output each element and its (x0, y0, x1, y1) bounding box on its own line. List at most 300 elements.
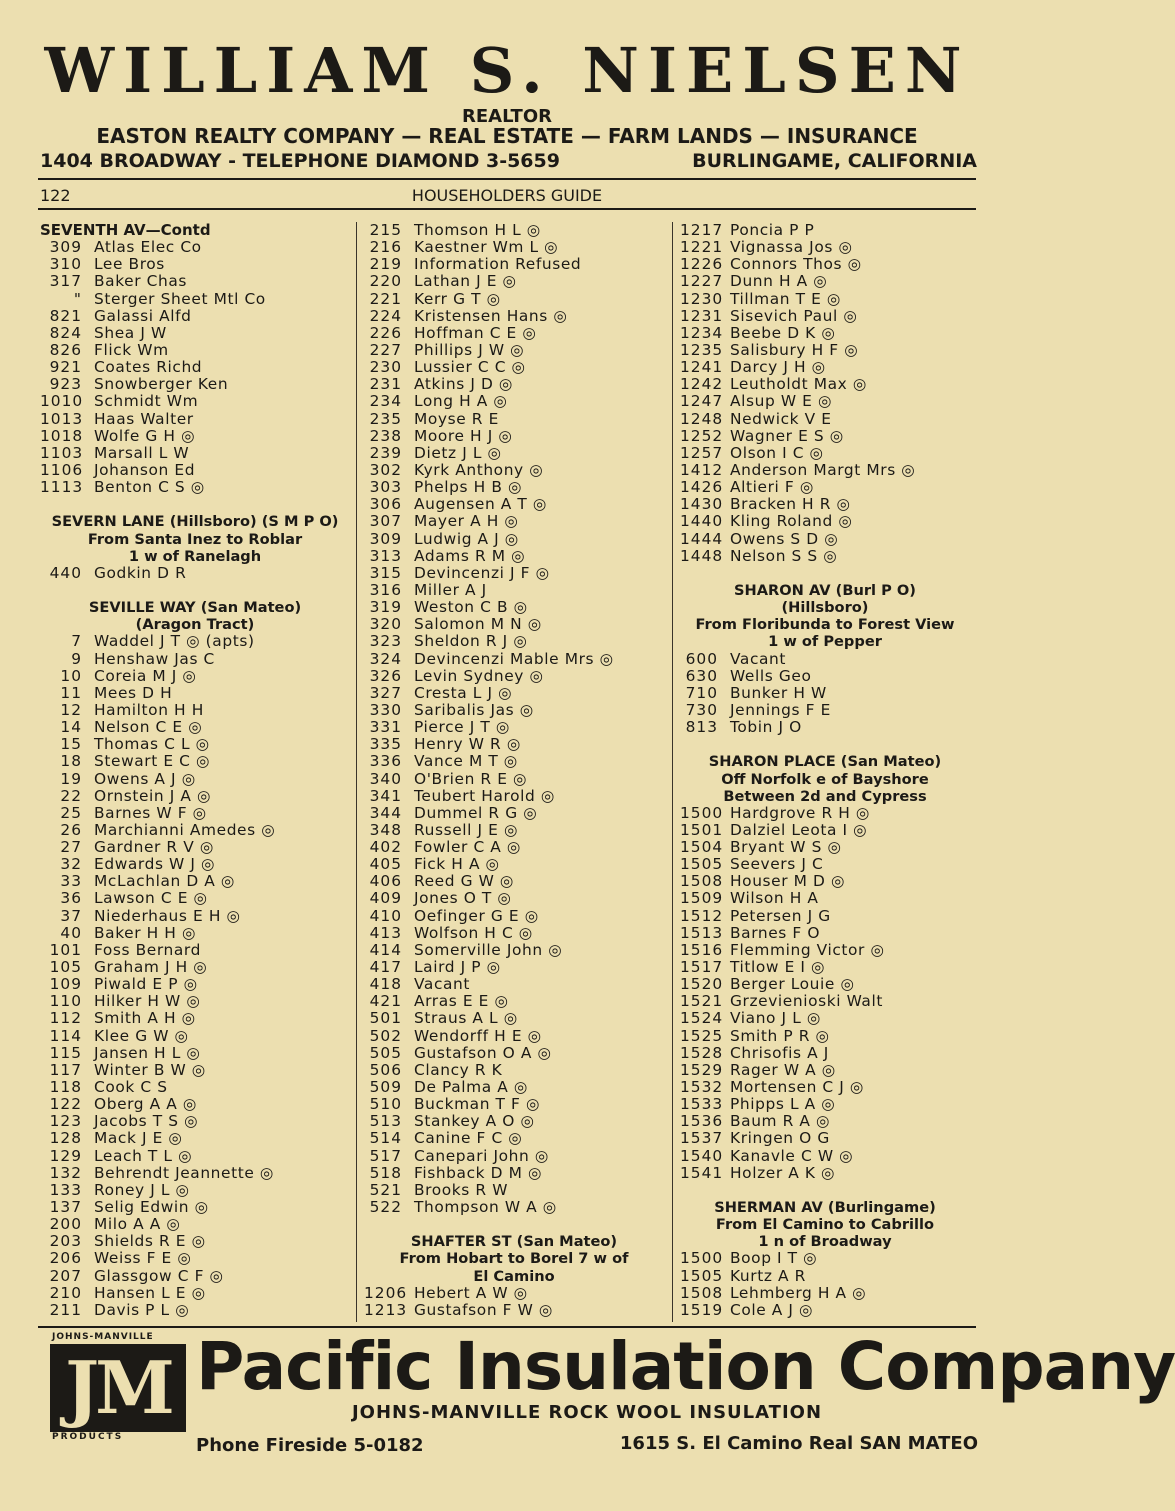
directory-entry (364, 1302, 664, 1319)
directory-entry (364, 325, 664, 342)
resident-name: Selig Edwin ◎ (94, 1198, 209, 1217)
house-number: 132 (49, 1163, 82, 1182)
directory-entry (364, 308, 664, 325)
resident-name: Snowberger Ken (94, 375, 229, 394)
house-number: 239 (369, 443, 402, 462)
house-number: 1448 (680, 546, 724, 565)
resident-name: Wells Geo (730, 666, 812, 685)
resident-name: Schmidt Wm (94, 392, 199, 411)
house-number: 1221 (680, 238, 724, 257)
resident-name: Barnes F O (730, 923, 821, 942)
resident-name: Pierce J T ◎ (414, 718, 510, 737)
resident-name: Reed G W ◎ (414, 872, 514, 891)
street-heading: El Camino (473, 1267, 555, 1285)
house-number: 1444 (680, 529, 724, 548)
house-number: 826 (49, 340, 82, 359)
house-number: 326 (369, 666, 402, 685)
directory-entry (364, 719, 664, 736)
resident-name: Flick Wm (94, 340, 169, 359)
directory-entry (364, 1165, 664, 1182)
directory-entry (364, 873, 664, 890)
resident-name: Weiss F E ◎ (94, 1249, 192, 1268)
resident-name: Hardgrove R H ◎ (730, 803, 870, 822)
directory-entry (364, 393, 664, 410)
directory-entry (40, 393, 350, 410)
street-heading: SEVILLE WAY (San Mateo) (88, 599, 302, 617)
directory-entry (364, 1028, 664, 1045)
resident-name: Jones O T ◎ (414, 889, 512, 908)
house-number: 1524 (680, 1009, 724, 1028)
house-number: 522 (369, 1198, 402, 1217)
resident-name: Henshaw Jas C (94, 649, 215, 668)
resident-name: Fishback D M ◎ (414, 1163, 542, 1182)
resident-name: Olson I C ◎ (730, 443, 824, 462)
directory-entry (364, 1199, 664, 1216)
directory-entry (364, 531, 664, 548)
house-number: 630 (685, 666, 718, 685)
jm-products: PRODUCTS (52, 1432, 124, 1442)
resident-name: Baum R A ◎ (730, 1112, 831, 1131)
house-number: 128 (49, 1129, 82, 1148)
resident-name: Rager W A ◎ (730, 1060, 836, 1079)
resident-name: Foss Bernard (94, 940, 201, 959)
directory-entry (680, 1165, 970, 1182)
resident-name: Fick H A ◎ (414, 855, 500, 874)
house-number: 216 (369, 238, 402, 257)
house-number: 1533 (680, 1095, 724, 1114)
directory-entry (364, 565, 664, 582)
house-number: 26 (60, 820, 82, 839)
house-number: 27 (60, 838, 82, 857)
house-number: 1504 (680, 838, 724, 857)
resident-name: Seevers J C (730, 855, 824, 874)
resident-name: Adams R M ◎ (414, 546, 526, 565)
directory-entry (680, 668, 970, 685)
directory-entry (40, 1285, 350, 1302)
house-number: 220 (369, 272, 402, 291)
header-address: 1404 BROADWAY - TELEPHONE DIAMOND 3-5659 (40, 150, 560, 172)
house-number: 112 (49, 1009, 82, 1028)
directory-entry (40, 1182, 350, 1199)
directory-entry (364, 479, 664, 496)
resident-name: Smith P R ◎ (730, 1026, 830, 1045)
house-number: 813 (685, 718, 718, 737)
directory-entry (364, 616, 664, 633)
resident-name: Altieri F ◎ (730, 478, 814, 497)
resident-name: Cresta L J ◎ (414, 683, 513, 702)
street-heading: SHARON AV (Burl P O) (734, 581, 916, 599)
resident-name: Gustafson O A ◎ (414, 1043, 552, 1062)
directory-entry (364, 359, 664, 376)
house-number: 421 (369, 992, 402, 1011)
house-number: 418 (369, 975, 402, 994)
section-gap (364, 1216, 664, 1233)
resident-name: Devincenzi Mable Mrs ◎ (414, 649, 614, 668)
house-number: 315 (369, 563, 402, 582)
house-number: 309 (49, 238, 82, 257)
house-number: 231 (369, 375, 402, 394)
resident-name: Kaestner Wm L ◎ (414, 238, 559, 257)
resident-name: Galassi Alfd (94, 306, 192, 325)
directory-entry (680, 1113, 970, 1130)
house-number: 1517 (680, 958, 724, 977)
resident-name: Kerr G T ◎ (414, 289, 501, 308)
directory-entry (40, 976, 350, 993)
directory-entry (364, 1096, 664, 1113)
house-number: 502 (369, 1026, 402, 1045)
resident-name: Cook C S (94, 1078, 168, 1097)
house-number: 409 (369, 889, 402, 908)
house-number: 414 (369, 940, 402, 959)
house-number: 517 (369, 1146, 402, 1165)
house-number: " (73, 289, 82, 308)
resident-name: Phipps L A ◎ (730, 1095, 836, 1114)
directory-entry (364, 376, 664, 393)
jm-caption: JOHNS-MANVILLE (52, 1332, 154, 1342)
directory-entry (40, 325, 350, 342)
resident-name: Winter B W ◎ (94, 1060, 206, 1079)
resident-name: Salisbury H F ◎ (730, 340, 859, 359)
directory-entry (364, 856, 664, 873)
resident-name: Petersen J G (730, 906, 831, 925)
directory-entry (680, 273, 970, 290)
house-number: 323 (369, 632, 402, 651)
house-number: 227 (369, 340, 402, 359)
resident-name: Gustafson F W ◎ (414, 1300, 553, 1319)
resident-name: Cole A J ◎ (730, 1300, 814, 1319)
resident-name: Clancy R K (414, 1060, 503, 1079)
resident-name: Kling Roland ◎ (730, 512, 853, 531)
directory-entry (364, 548, 664, 565)
house-number: 336 (369, 752, 402, 771)
section-gap (680, 736, 970, 753)
house-number: 1536 (680, 1112, 724, 1131)
page-number: 122 (40, 186, 71, 205)
house-number: 1106 (40, 460, 84, 479)
resident-name: Leach T L ◎ (94, 1146, 193, 1165)
house-number: 406 (369, 872, 402, 891)
resident-name: Straus A L ◎ (414, 1009, 518, 1028)
resident-name: Milo A A ◎ (94, 1215, 181, 1234)
resident-name: Waddel J T ◎ (apts) (94, 632, 255, 651)
directory-entry (680, 291, 970, 308)
directory-entry (40, 908, 350, 925)
directory-entry (680, 1148, 970, 1165)
house-number: 1508 (680, 872, 724, 891)
house-number: 307 (369, 512, 402, 531)
directory-entry (40, 719, 350, 736)
resident-name: Moyse R E (414, 409, 499, 428)
house-number: 513 (369, 1112, 402, 1131)
house-number: 1501 (680, 820, 724, 839)
directory-entry (40, 479, 350, 496)
directory-column-3 (680, 222, 970, 1319)
house-number: 40 (60, 923, 82, 942)
house-number: 36 (60, 889, 82, 908)
directory-entry (364, 771, 664, 788)
house-number: 133 (49, 1180, 82, 1199)
house-number: 11 (60, 683, 82, 702)
directory-entry (364, 1182, 664, 1199)
street-heading: (Aragon Tract) (135, 616, 255, 634)
resident-name: Vacant (414, 975, 471, 994)
directory-entry (364, 222, 664, 239)
directory-entry (40, 1165, 350, 1182)
resident-name: Titlow E I ◎ (730, 958, 826, 977)
house-number: 1520 (680, 975, 724, 994)
house-number: 1512 (680, 906, 724, 925)
house-number: 10 (60, 666, 82, 685)
section-gap (680, 565, 970, 582)
resident-name: Phillips J W ◎ (414, 340, 525, 359)
house-number: 340 (369, 769, 402, 788)
directory-entry (40, 1250, 350, 1267)
realtor-label: REALTOR (461, 106, 553, 127)
resident-name: Hoffman C E ◎ (414, 323, 537, 342)
street-heading: From Floribunda to Forest View (695, 616, 955, 634)
resident-name: Beebe D K ◎ (730, 323, 836, 342)
house-number: 1505 (680, 855, 724, 874)
resident-name: Kurtz A R (730, 1266, 806, 1285)
house-number: 824 (49, 323, 82, 342)
resident-name: Coreia M J ◎ (94, 666, 197, 685)
resident-name: Klee G W ◎ (94, 1026, 189, 1045)
house-number: 506 (369, 1060, 402, 1079)
resident-name: Kristensen Hans ◎ (414, 306, 568, 325)
directory-entry (680, 411, 970, 428)
resident-name: Nelson S S ◎ (730, 546, 838, 565)
section-gap (40, 582, 350, 599)
resident-name: Smith A H ◎ (94, 1009, 196, 1028)
directory-entry (364, 273, 664, 290)
directory-entry (40, 1216, 350, 1233)
resident-name: Baker Chas (94, 272, 187, 291)
street-heading: 1 w of Pepper (768, 633, 882, 651)
house-number: 1532 (680, 1078, 724, 1097)
resident-name: Sheldon R J ◎ (414, 632, 528, 651)
directory-entry (40, 1148, 350, 1165)
resident-name: Phelps H B ◎ (414, 478, 523, 497)
directory-entry (680, 393, 970, 410)
directory-entry (364, 651, 664, 668)
directory-entry (680, 651, 970, 668)
house-number: 211 (49, 1300, 82, 1319)
directory-entry (40, 411, 350, 428)
directory-entry (680, 856, 970, 873)
advertiser-address: 1615 S. El Camino Real SAN MATEO (619, 1433, 978, 1454)
guide-title: HOUSEHOLDERS GUIDE (411, 186, 603, 205)
directory-entry (40, 273, 350, 290)
house-number: 203 (49, 1232, 82, 1251)
directory-entry (680, 496, 970, 513)
resident-name: Ornstein J A ◎ (94, 786, 212, 805)
house-number: 1018 (40, 426, 84, 445)
directory-entry (680, 428, 970, 445)
resident-name: Graham J H ◎ (94, 958, 208, 977)
directory-entry (680, 548, 970, 565)
directory-entry (40, 376, 350, 393)
resident-name: Somerville John ◎ (414, 940, 563, 959)
house-number: 221 (369, 289, 402, 308)
house-number: 317 (49, 272, 82, 291)
house-number: 319 (369, 598, 402, 617)
directory-entry (364, 1045, 664, 1062)
resident-name: Russell J E ◎ (414, 820, 518, 839)
directory-entry (680, 822, 970, 839)
street-heading: SEVERN LANE (Hillsboro) (S M P O) (51, 513, 339, 531)
house-number: 207 (49, 1266, 82, 1285)
house-number: 331 (369, 718, 402, 737)
resident-name: Vacant (730, 649, 787, 668)
resident-name: Coates Richd (94, 358, 203, 377)
directory-entry (680, 513, 970, 530)
directory-entry (680, 1096, 970, 1113)
company-tagline: EASTON REALTY COMPANY — REAL ESTATE — FARM LANDS — INSURANCE (96, 124, 918, 148)
directory-entry (680, 531, 970, 548)
street-heading: From Santa Inez to Roblar (87, 530, 303, 548)
directory-entry (680, 308, 970, 325)
house-number: 9 (71, 649, 82, 668)
directory-entry (40, 702, 350, 719)
directory-entry (40, 771, 350, 788)
directory-entry (680, 239, 970, 256)
resident-name: Dietz J L ◎ (414, 443, 502, 462)
resident-name: Levin Sydney ◎ (414, 666, 544, 685)
house-number: 313 (369, 546, 402, 565)
directory-entry (364, 1148, 664, 1165)
house-number: 1509 (680, 889, 724, 908)
directory-entry (364, 805, 664, 822)
directory-entry (680, 222, 970, 239)
resident-name: Shea J W (94, 323, 167, 342)
resident-name: Wolfson H C ◎ (414, 923, 533, 942)
directory-entry (680, 1130, 970, 1147)
directory-entry (680, 685, 970, 702)
resident-name: Niederhaus E H ◎ (94, 906, 241, 925)
directory-entry (680, 1268, 970, 1285)
house-number: 1252 (680, 426, 724, 445)
column-divider (672, 222, 673, 1322)
directory-entry (680, 908, 970, 925)
house-number: 1525 (680, 1026, 724, 1045)
directory-entry (40, 1268, 350, 1285)
directory-entry (680, 342, 970, 359)
resident-name: Salomon M N ◎ (414, 615, 542, 634)
house-number: 921 (49, 358, 82, 377)
section-gap (40, 496, 350, 513)
directory-entry (680, 479, 970, 496)
house-number: 1235 (680, 340, 724, 359)
resident-name: Alsup W E ◎ (730, 392, 832, 411)
resident-name: Thomson H L ◎ (414, 221, 541, 239)
resident-name: Berger Louie ◎ (730, 975, 855, 994)
resident-name: Dalziel Leota I ◎ (730, 820, 868, 839)
house-number: 510 (369, 1095, 402, 1114)
house-number: 521 (369, 1180, 402, 1199)
resident-name: Leutholdt Max ◎ (730, 375, 867, 394)
house-number: 730 (685, 700, 718, 719)
advertiser-subtitle: JOHNS-MANVILLE ROCK WOOL INSULATION (351, 1402, 823, 1423)
resident-name: Long H A ◎ (414, 392, 508, 411)
resident-name: Wagner E S ◎ (730, 426, 844, 445)
house-number: 710 (685, 683, 718, 702)
resident-name: Houser M D ◎ (730, 872, 845, 891)
resident-name: Information Refused (414, 255, 582, 274)
advertiser-name: Pacific Insulation Company (196, 1328, 1175, 1405)
directory-entry (40, 1233, 350, 1250)
resident-name: Thomas C L ◎ (94, 735, 210, 754)
directory-entry (364, 685, 664, 702)
resident-name: Poncia P P (730, 221, 815, 239)
street-heading: 1 n of Broadway (758, 1233, 892, 1251)
directory-entry (364, 736, 664, 753)
directory-entry (40, 788, 350, 805)
house-number: 303 (369, 478, 402, 497)
house-number: 219 (369, 255, 402, 274)
directory-entry (680, 462, 970, 479)
house-number: 310 (49, 255, 82, 274)
directory-entry (40, 856, 350, 873)
house-number: 1226 (680, 255, 724, 274)
house-number: 1206 (364, 1283, 408, 1302)
house-number: 1426 (680, 478, 724, 497)
house-number: 1241 (680, 358, 724, 377)
house-number: 440 (49, 563, 82, 582)
directory-entry (40, 925, 350, 942)
house-number: 1440 (680, 512, 724, 531)
street-heading: (Hillsboro) (781, 599, 869, 617)
directory-entry (680, 256, 970, 273)
directory-entry (680, 890, 970, 907)
resident-name: O'Brien R E ◎ (414, 769, 528, 788)
header-rule (38, 178, 976, 180)
street-continued-heading: SEVENTH AV—Contd (40, 221, 211, 239)
resident-name: Jansen H L ◎ (94, 1043, 201, 1062)
house-number: 1513 (680, 923, 724, 942)
house-number: 206 (49, 1249, 82, 1268)
resident-name: Miller A J (414, 580, 487, 599)
directory-entry (680, 942, 970, 959)
directory-entry (40, 1130, 350, 1147)
resident-name: Marchianni Amedes ◎ (94, 820, 276, 839)
resident-name: Kringen O G (730, 1129, 830, 1148)
street-heading: 1 w of Ranelagh (128, 547, 262, 565)
house-number: 1257 (680, 443, 724, 462)
header-city: BURLINGAME, CALIFORNIA (692, 150, 977, 172)
house-number: 15 (60, 735, 82, 754)
house-number: 821 (49, 306, 82, 325)
resident-name: Baker H H ◎ (94, 923, 197, 942)
directory-entry (40, 1028, 350, 1045)
street-heading: From El Camino to Cabrillo (715, 1216, 935, 1234)
directory-entry (680, 993, 970, 1010)
resident-name: Weston C B ◎ (414, 598, 528, 617)
directory-entry (364, 942, 664, 959)
house-number: 413 (369, 923, 402, 942)
house-number: 200 (49, 1215, 82, 1234)
resident-name: Canepari John ◎ (414, 1146, 549, 1165)
house-number: 1247 (680, 392, 724, 411)
house-number: 118 (49, 1078, 82, 1097)
directory-entry (680, 445, 970, 462)
house-number: 1500 (680, 1249, 724, 1268)
directory-entry (680, 805, 970, 822)
directory-entry (680, 976, 970, 993)
advertiser-phone: Phone Fireside 5-0182 (196, 1435, 424, 1456)
resident-name: Lawson C E ◎ (94, 889, 208, 908)
directory-entry (680, 925, 970, 942)
directory-entry (364, 582, 664, 599)
